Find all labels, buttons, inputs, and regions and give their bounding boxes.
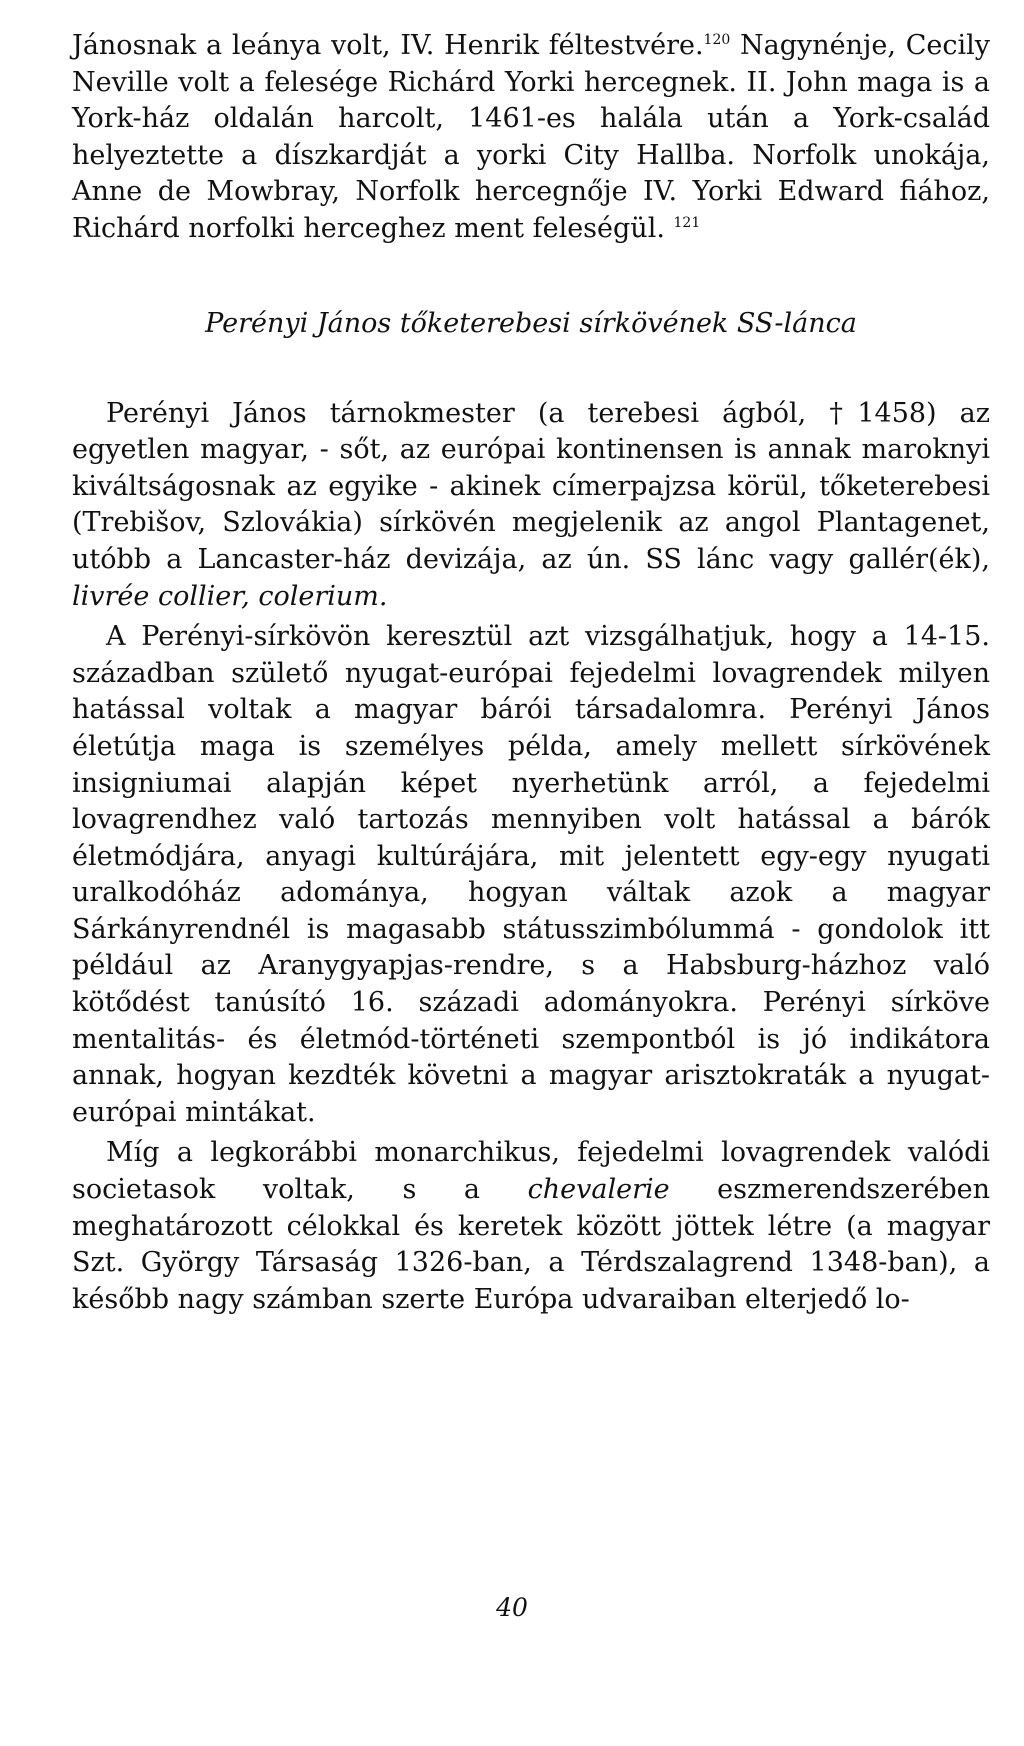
paragraph-4-text-b: eszmerendszerében meghatározott célokkal és keretek között jöttek létre (a magyar Szt. György Társaság 1326-ban, a Térdszalagrend 1348-ban), a később nagy számban szerte Európa udvaraiban elterjedő lo- [72, 1174, 990, 1315]
paragraph-1-text-b: Nagynénje, Cecily Neville volt a felesége Richárd Yorki hercegnek. II. John maga is a York-ház oldalán harcolt, 1461-es halála után a York-család helyeztette a díszkardját a yorki City Hallba. Norfolk unokája, Anne de Mowbray, Norfolk hercegnője IV. Yorki Edward fiához, Richárd norfolki herceghez ment feleségül. [72, 30, 990, 244]
paragraph-2 [72, 396, 990, 616]
paragraph-3: A Perényi-sírkövön keresztül azt vizsgálhatjuk, hogy a 14-15. században születő nyugat-európai fejedelmi lovagrendek milyen hatással voltak a magyar bárói társadalomra. Perényi János életútja maga is személyes példa, amely mellett sírkövének insigniumai alapján képet nyerhetünk arról, a fejedelmi lovagrendhez való tartozás mennyiben volt hatással a bárók életmódjára, anyagi kultúrájára, mit jelentett egy-egy nyugati uralkodóház adománya, hogyan váltak azok a magyar Sárkányrendnél is magasabb státusszimbólummá - gondolok itt például az Aranygyapjas-rendre, s a Habsburg-házhoz való kötődést tanúsító 16. századi adományokra. Perényi sírköve mentalitás- és életmód-történeti szempontból is jó indikátora annak, hogyan kezdték követni a magyar arisztokraták a nyugat-európai mintákat. [72, 621, 990, 1128]
section-heading: Perényi János tőketerebesi sírkövének SS-lánca [205, 307, 857, 339]
page-content [72, 28, 990, 1318]
paragraph-1 [72, 28, 990, 248]
footnote-ref-120: 120 [703, 32, 731, 48]
paragraph-4 [72, 1135, 990, 1318]
footnote-ref-121: 121 [673, 214, 701, 231]
paragraph-4-text-a: Míg a legkorábbi monarchikus, fejedelmi lovagrendek valódi societasok voltak, s a [72, 1137, 990, 1206]
paragraph-2-italic-terms: livrée collier, colerium. [72, 580, 388, 612]
page-number: 40 [496, 1593, 528, 1622]
paragraph-1-text-a: Jánosnak a leánya volt, IV. Henrik féltestvére. [72, 30, 704, 61]
paragraph-4-italic-term: chevalerie [527, 1174, 670, 1206]
paragraph-2-text: Perényi János tárnokmester (a terebesi ágból, †1458) az egyetlen magyar, - sőt, az európai kontinensen is annak maroknyi kiváltságosnak az egyike - akinek címerpajzsa körül, tőketerebesi (Trebišov, Szlovákia) sírkövén megjelenik az angol Plantagenet, utóbb a Lancaster-ház devizája, az ún. SS lánc vagy gallér(ék), [72, 397, 990, 575]
